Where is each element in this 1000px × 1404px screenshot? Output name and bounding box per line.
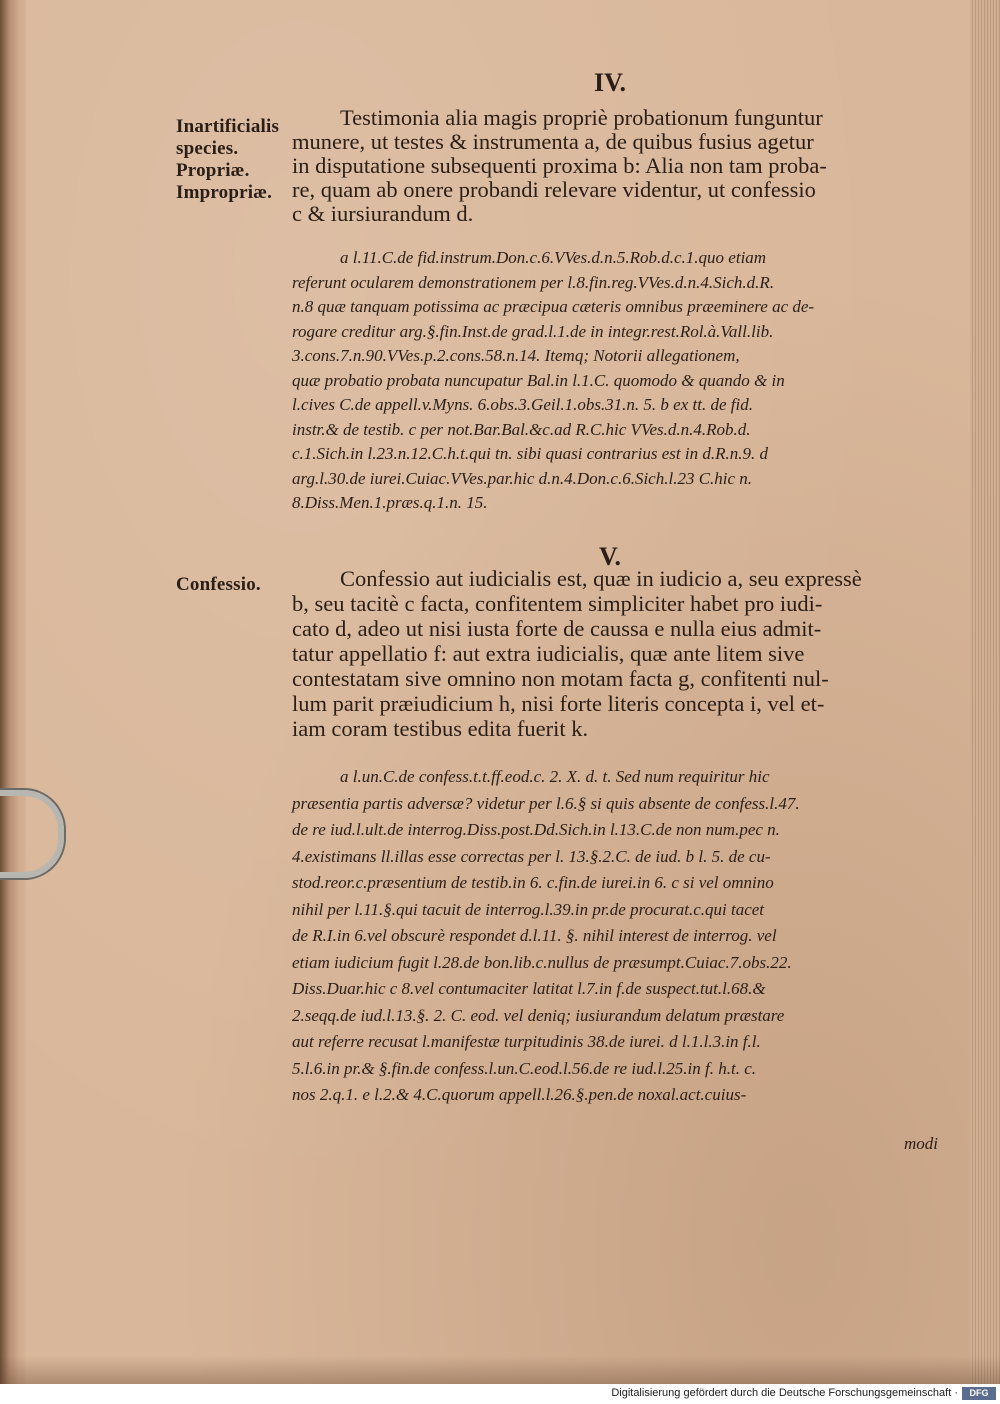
- note-line: arg.l.30.de iurei.Cuiac.VVes.par.hic d.n.4.Don.c.6.Sich.l.23 C.hic n.: [292, 468, 753, 488]
- margin-note: species.: [176, 138, 239, 159]
- text-line: re, quam ab onere probandi relevare videntur, ut confessio: [292, 177, 816, 202]
- section-iv-notes: [292, 246, 948, 516]
- note-line: Diss.Duar.hic c 8.vel contumaciter latitat l.7.in f.de suspect.tut.l.68.&: [292, 979, 766, 998]
- section-v-notes: [292, 764, 948, 1109]
- note-line: stod.reor.c.præsentium de testib.in 6. c.fin.de iurei.in 6. c si vel omnino: [292, 873, 774, 892]
- text-line: in disputatione subsequenti proxima b: Alia non tam proba-: [292, 153, 827, 178]
- text-line: contestatam sive omnino non motam facta g, confitenti nul-: [292, 666, 829, 691]
- margin-note: Inartificialis: [176, 116, 280, 137]
- page-edge: [970, 0, 1000, 1384]
- text-line: iam coram testibus edita fuerit k.: [292, 716, 589, 741]
- note-line: 4.existimans ll.illas esse correctas per l. 13.§.2.C. de iud. b l. 5. de cu-: [292, 846, 771, 866]
- note-line: rogare creditur arg.§.fin.Inst.de grad.l.1.de in integr.rest.Rol.à.Vall.lib.: [292, 321, 774, 341]
- book-binding: [0, 0, 26, 1384]
- section-iv-text: [292, 106, 944, 226]
- note-line: a l.11.C.de fid.instrum.Don.c.6.VVes.d.n.5.Rob.d.c.1.quo etiam: [340, 248, 767, 267]
- note-line: nihil per l.11.§.qui tacuit de interrog.l.39.in pr.de procurat.c.qui tacet: [292, 899, 765, 919]
- note-line: c.1.Sich.in l.23.n.12.C.h.t.qui tn. sibi quasi contrarius est in d.R.n.9. d: [292, 444, 768, 463]
- note-line: nos 2.q.1. e l.2.& 4.C.quorum appell.l.26.§.pen.de noxal.act.cuius-: [292, 1085, 747, 1104]
- note-line: aut referre recusat l.manifestæ turpitudinis 38.de iurei. d l.1.l.3.in f.l.: [292, 1032, 761, 1051]
- dfg-logo: DFG: [962, 1387, 996, 1400]
- funding-credit: Digitalisierung gefördert durch die Deutsche Forschungsgemeinschaft ·: [611, 1387, 958, 1399]
- text-line: b, seu tacitè c facta, confitentem simpliciter habet pro iudi-: [292, 591, 823, 616]
- text-line: munere, ut testes & instrumenta a, de quibus fusius agetur: [292, 129, 814, 154]
- note-line: n.8 quæ tanquam potissima ac præcipua cæteris omnibus præeminere ac de-: [292, 297, 815, 316]
- text-line: cato d, adeo ut nisi iusta forte de caussa e nulla eius admit-: [292, 616, 822, 641]
- margin-note: Propriæ.: [176, 160, 250, 181]
- paper-clip-icon: [0, 790, 64, 878]
- section-numeral-iv: IV.: [593, 68, 627, 97]
- section-v-text: [292, 566, 944, 741]
- catchword: modi: [904, 1134, 938, 1153]
- note-line: 2.seqq.de iud.l.13.§. 2. C. eod. vel deniq; iusiurandum delatum præstare: [292, 1005, 785, 1025]
- page-bottom-shadow: [0, 1356, 1000, 1384]
- note-line: etiam iudicium fugit l.28.de bon.lib.c.nullus de præsumpt.Cuiac.7.obs.22.: [292, 952, 792, 972]
- note-line: de re iud.l.ult.de interrog.Diss.post.Dd.Sich.in l.13.C.de non num.pec n.: [292, 820, 780, 839]
- text-line: c & iursiurandum d.: [292, 201, 474, 226]
- note-line: de R.I.in 6.vel obscurè respondet d.l.11. §. nihil interest de interrog. vel: [292, 926, 777, 945]
- footer-bar: [0, 1384, 1000, 1404]
- note-line: referunt ocularem demonstrationem per l.8.fin.reg.VVes.d.n.4.Sich.d.R.: [292, 272, 775, 292]
- note-line: 5.l.6.in pr.& §.fin.de confess.l.un.C.eod.l.56.de re iud.l.25.in f. h.t. c.: [292, 1058, 757, 1078]
- note-line: a l.un.C.de confess.t.t.ff.eod.c. 2. X. d. t. Sed num requiritur hic: [340, 767, 770, 786]
- text-line: Testimonia alia magis propriè probationum funguntur: [340, 105, 823, 130]
- note-line: præsentia partis adversæ? videtur per l.6.§ si quis absente de confess.l.47.: [292, 793, 800, 813]
- section-numeral-v: V.: [599, 542, 621, 571]
- margin-note: Impropriæ.: [176, 182, 273, 203]
- text-line: tatur appellatio f: aut extra iudicialis, quæ ante litem sive: [292, 641, 805, 666]
- note-line: 3.cons.7.n.90.VVes.p.2.cons.58.n.14. Itemq; Notorii allegationem,: [292, 346, 740, 365]
- text-line: lum parit præiudicium h, nisi forte literis concepta i, vel et-: [292, 691, 825, 716]
- note-line: l.cives C.de appell.v.Myns. 6.obs.3.Geil.1.obs.31.n. 5. b ex tt. de fid.: [292, 395, 753, 414]
- note-line: instr.& de testib. c per not.Bar.Bal.&c.ad R.C.hic VVes.d.n.4.Rob.d.: [292, 419, 751, 439]
- margin-note: Confessio.: [176, 574, 261, 595]
- note-line: 8.Diss.Men.1.præs.q.1.n. 15.: [292, 493, 488, 512]
- text-line: Confessio aut iudicialis est, quæ in iudicio a, seu expressè: [340, 566, 862, 591]
- note-line: quæ probatio probata nuncupatur Bal.in l.1.C. quomodo & quando & in: [292, 370, 785, 390]
